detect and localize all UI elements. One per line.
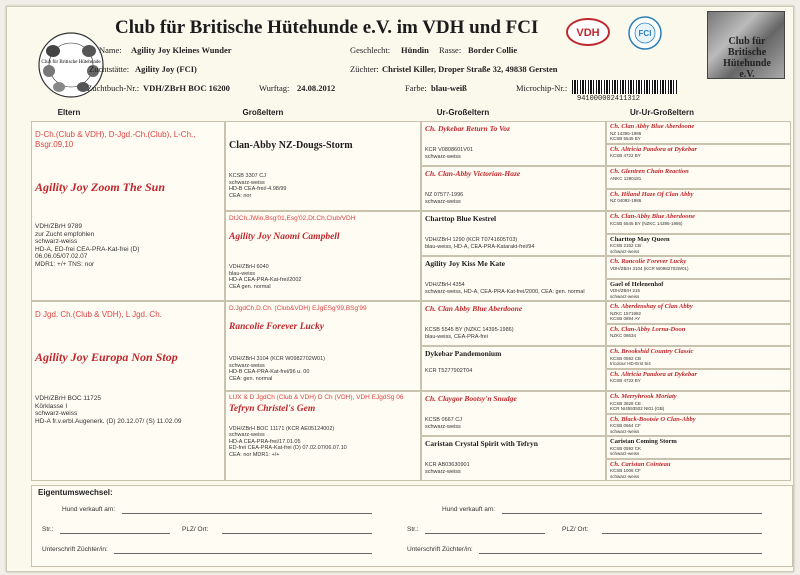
gggp-detail: KCSB 2152 CB (610, 243, 642, 248)
fci-logo-icon (627, 15, 663, 51)
ggp-name: Agility Joy Kiss Me Kate (425, 259, 505, 268)
kennel-name: Agility Joy (FCI) (135, 64, 197, 74)
grandparent-titles: DtJCh,JWin,Bsg'01,Esg'02,Dt.Ch.Club/VDH (229, 215, 356, 222)
dog-name: Agility Joy Kleines Wunder (131, 45, 232, 55)
great-grandparent-7 (421, 391, 606, 436)
svg-text:Club für Britische Hütehunde: Club für Britische Hütehunde (41, 60, 101, 65)
gggp-name: Ch. Hiland Haze Of Clan Abby (610, 190, 694, 198)
gggp-detail: schwarz-weiss (610, 248, 640, 254)
great-grandparent-5 (421, 301, 606, 346)
gggp-name: Ch. Black-Bootsie O Clan-Abby (610, 415, 696, 423)
sire-detail: MDR1: +/+ TNS: nor (35, 260, 95, 268)
whelped-date: 24.08.2012 (297, 83, 336, 93)
gggp-name: Ch. Merryhrook Moriaty (610, 393, 677, 400)
ggp-detail: blau-weiss, CEA-PRA-frei (425, 333, 488, 340)
grandparent-3 (225, 301, 421, 391)
ggg-parent-4 (606, 189, 791, 212)
ggg-parent-11 (606, 346, 791, 369)
ggp-name: Dykebar Pandemonium (425, 349, 502, 358)
grandparent-detail: schwarz-weiss (229, 432, 265, 438)
gggp-detail: schwarz-weiss (610, 428, 640, 434)
grandparent-1 (225, 121, 421, 211)
gggp-name: Ch. Caristan Cointeau (610, 460, 671, 468)
dam-name: Agility Joy Europa Non Stop (35, 350, 178, 364)
sex-label: Geschlecht: (350, 45, 391, 55)
street-label: Str.: (407, 526, 419, 533)
grandparent-detail: VDH/ZBrH 3104 (KCR W0982702W01) (229, 356, 325, 362)
studbook-label: Zuchtbuch-Nr.: (87, 83, 140, 93)
great-grandparent-2 (421, 166, 606, 211)
ggp-detail: KCSB 5545 BY (NZKC 14395-1986) (425, 327, 514, 333)
document-title: Club für Britische Hütehunde e.V. im VDH und FCI (115, 17, 539, 38)
gggp-detail: KCSB 0592 CK (610, 445, 642, 451)
pedigree-grid (31, 121, 791, 481)
gggp-detail: NZKC 1571982 (610, 310, 642, 316)
gggp-detail: ANKC 1280181 (610, 175, 642, 181)
kennel-label: Zuchtstätte: (89, 64, 130, 74)
ggp-titles: Ch. (425, 304, 437, 313)
breed-label: Rasse: (439, 45, 462, 55)
dam-detail: schwarz-weiss (35, 410, 78, 417)
microchip-barcode (572, 80, 677, 94)
col-header-great-great-grandparents: Ur-Ur-Großeltern (629, 108, 694, 117)
ggp-detail: KCR AB03630901 (425, 462, 470, 468)
ggg-parent-12 (606, 369, 791, 392)
vdh-logo-icon (565, 17, 611, 47)
gggp-detail: tricolour HD-Erst 5/4 (610, 361, 651, 366)
sire-detail: schwarz-weiss (35, 238, 78, 245)
signature-label: Unterschrift Züchter/in: (407, 546, 473, 553)
grandparent-detail: HD-B CEA-frei/-4.98/99 (229, 186, 287, 192)
ggg-parent-10 (606, 324, 791, 347)
grandparent-detail: KCSB 3307 CJ (229, 173, 266, 179)
signature-field-2[interactable] (479, 553, 762, 554)
grandparent-4 (225, 391, 421, 481)
zip-label: PLZ/ Ort: (182, 526, 209, 533)
ggp-detail: schwarz-weiss (425, 423, 461, 430)
gggp-name: Ch. Aberdenshay of Clan Abby (610, 303, 693, 310)
gggp-detail: KCSB 0592 CB (610, 355, 642, 361)
grandparent-detail: blau-weiss (229, 270, 255, 277)
ggg-parent-8 (606, 279, 791, 302)
hologram-seal: Club für Britische Hütehunde e.V. (707, 11, 785, 79)
great-grandparent-4 (421, 256, 606, 301)
great-grandparent-1 (421, 121, 606, 166)
gggp-detail: NZKC 08634 (610, 333, 637, 338)
ggg-parent-5 (606, 211, 791, 234)
studbook-number: VDH/ZBrH BOC 16200 (143, 83, 230, 93)
parent-sire (31, 121, 225, 301)
signature-field-1[interactable] (114, 553, 372, 554)
gggp-name: Ch. Altricia Pandora at Dykebar (610, 370, 697, 378)
sold-label: Hund verkauft am: (442, 506, 496, 513)
dam-detail: Körklasse I (35, 402, 68, 410)
ggp-name: Dykebar Return To Voz (437, 124, 510, 133)
grandparent-detail: ED-frei CEA-PRA-Kat-frei (D) 07.02.07/06.07.10 (229, 445, 347, 451)
ggp-detail: schwarz-weiss (425, 153, 461, 160)
microchip-label: Microchip-Nr.: (516, 83, 568, 93)
grandparent-name: Rancolie Forever Lucky (229, 322, 324, 332)
grandparent-detail: HD-B CEA-PRA-Kat-frei/96 u. 00 (229, 369, 310, 375)
ggg-parent-16 (606, 459, 791, 482)
grandparent-detail: schwarz-weiss (229, 179, 265, 186)
ownership-change-section (31, 485, 793, 567)
gggp-name: Ch. Clan Abby Blue Aberdoone (610, 123, 695, 130)
grandparent-detail: CEA: gen. normal (229, 375, 273, 382)
grandparent-titles: LUX & D JgdCh (Club & VDH) D Ch (VDH), VDH EJgdSg 06 (229, 394, 404, 401)
signature-label: Unterschrift Züchter/in: (42, 546, 108, 553)
great-grandparent-3 (421, 211, 606, 256)
ownership-title: Eigentumswechsel: (38, 488, 113, 497)
name-label: Name: (99, 45, 122, 55)
gggp-name: Ch. Altricia Pandora at Dykebar (610, 145, 697, 153)
grandparent-name: Tefryn Christel's Gem (229, 403, 316, 414)
ggp-detail: schwarz-weiss, HD-A, CEA-PRA-Kat-frei/2000, CEA: gen. normal (425, 288, 585, 295)
gggp-detail: KCSB 0664 CF (610, 423, 641, 428)
ggp-detail: KCR V0808601V01 (425, 147, 474, 153)
dam-detail: VDH/ZBrH BOC 11725 (35, 395, 101, 402)
ggp-detail: KCR T5277902T04 (425, 368, 473, 374)
grandparent-detail: VDH/ZBrH 6040 (229, 264, 269, 270)
sire-detail: 06.06.05/07.02.07 (35, 253, 88, 260)
ggg-parent-2 (606, 144, 791, 167)
sire-detail: HD-A, ED-frei CEA-PRA-Kat-frei (D) (35, 245, 140, 253)
ggp-detail: blau-weiss, HD-A, CEA-PRA-Katarakt-frei/94 (425, 243, 535, 250)
ggp-name: Clan Abby Blue Aberdoone (437, 304, 523, 313)
ggp-name: Caristan Crystal Spirit with Tefryn (425, 439, 538, 448)
gggp-detail: KCSB 5545 BY (610, 136, 641, 141)
gggp-detail: KCSB 4722 BY (610, 378, 641, 383)
dog-sex: Hündin (401, 45, 429, 55)
gggp-name: Ch. Clan-Abby Lorna-Doon (610, 325, 686, 333)
grandparent-detail: HD-A CEA-PRA-frei/17.01.05 (229, 438, 301, 445)
grandparent-detail: CEA gen. normal (229, 283, 271, 290)
ggp-detail: KCSB 0667 CJ (425, 417, 462, 423)
dam-titles: D Jgd. Ch.(Club & VDH), L Jgd. Ch. (35, 310, 162, 319)
sire-detail: zur Zucht empfohlen (35, 230, 95, 238)
whelped-label: Wurftag: (259, 83, 290, 93)
grandparent-name: Agility Joy Naomi Campbell (229, 232, 340, 242)
parent-dam (31, 301, 225, 481)
grandparent-detail: CEA: nor MDR1: +/+ (229, 451, 280, 458)
dog-breed: Border Collie (468, 45, 518, 55)
dog-color: blau-weiß (431, 83, 467, 93)
ggg-parent-13 (606, 391, 791, 414)
breeder-label: Züchter: (350, 64, 379, 74)
ggg-parent-7 (606, 256, 791, 279)
gggp-detail: VDH/ZBrH 215 (610, 288, 641, 293)
ggp-detail: NZ 07577-1996 (425, 192, 464, 198)
gggp-detail: schwarz-weiss (610, 293, 640, 299)
gggp-name: Gael of Helenenhof (610, 280, 664, 288)
ggp-titles: Ch. (425, 124, 437, 133)
gggp-name: Ch. Clan-Abby Blue Aberdoone (610, 213, 695, 220)
gggp-detail: KCSB 4722 BY (610, 153, 641, 158)
color-label: Farbe: (405, 83, 427, 93)
street-field-1[interactable] (60, 533, 170, 534)
sire-name: Agility Joy Zoom The Sun (35, 180, 166, 194)
gggp-detail: KCSB 0894 AY (610, 316, 641, 321)
gggp-detail: KCR NI4593502 NI01 (GB) (610, 406, 665, 411)
sire-titles: D-Ch.(Club & VDH), D-Jgd.-Ch.(Club), L-Ch., Bsgr.09,10 (35, 130, 196, 149)
grandparent-2 (225, 211, 421, 301)
ggg-parent-15 (606, 436, 791, 459)
dam-detail: HD-A fr.v.erbl.Augenerk. (D) 20.12.07/ (S) 11.02.09 (35, 417, 182, 425)
gggp-name: Ch. Glentren Chain Reaction (610, 168, 689, 175)
ggp-name: Clan-Abby Victorian-Haze (437, 169, 521, 178)
sold-date-field-2[interactable] (502, 513, 762, 514)
gggp-detail: NZ 14395-1986 (610, 130, 642, 136)
ggg-parent-6 (606, 234, 791, 257)
sire-detail: VDH/ZBrH 9789 (35, 223, 82, 230)
gggp-name: Charttop May Queen (610, 235, 670, 243)
grandparent-detail: HD-A CEA-PRA-Kat-frei/2002 (229, 277, 302, 283)
ggp-name: Charttop Blue Kestrel (425, 214, 497, 223)
great-grandparent-6 (421, 346, 606, 391)
sold-date-field-1[interactable] (122, 513, 372, 514)
col-header-grandparents: Großeltern (242, 108, 284, 117)
street-field-2[interactable] (425, 533, 545, 534)
sold-label: Hund verkauft am: (62, 506, 116, 513)
ggg-parent-9 (606, 301, 791, 324)
gggp-detail: schwarz-weiss (610, 451, 640, 456)
zip-field-2[interactable] (602, 533, 762, 534)
gggp-detail: schwarz-weiss (610, 473, 640, 479)
microchip-number: 941000002411312 (577, 95, 641, 103)
svg-text:FCI: FCI (638, 29, 652, 38)
grandparent-detail: CEA: nor (229, 192, 252, 199)
ggg-parent-3 (606, 166, 791, 189)
ggg-parent-14 (606, 414, 791, 437)
breeder: Christel Killer, Droper Straße 32, 49838 Gersten (382, 64, 558, 74)
zip-field-1[interactable] (222, 533, 372, 534)
great-grandparent-8 (421, 436, 606, 481)
ggp-detail: VDH/ZBrH 1290 (KCR T0741605T03) (425, 237, 518, 243)
svg-text:VDH: VDH (576, 27, 600, 39)
ggp-titles: Ch. (425, 394, 437, 403)
ggg-parent-1 (606, 121, 791, 144)
gggp-detail: KCSB 3828 CE (610, 400, 642, 406)
ggp-detail: VDH/ZBrH 4354 (425, 282, 465, 288)
ggp-detail: schwarz-weiss (425, 198, 461, 205)
gggp-name: Ch. Brookshid Country Classic (610, 348, 694, 355)
pedigree-document (6, 6, 794, 572)
gggp-detail: VDH/ZBrH 3104 (KCR W0982702W01) (610, 265, 689, 271)
col-header-parents: Eltern (57, 108, 81, 117)
grandparent-detail: VDH/ZBrH BOC 11171 (KCR AE05124002) (229, 425, 335, 432)
gggp-detail: NZ 04092-1986 (610, 198, 642, 203)
ggp-detail: schwarz-weiss (425, 468, 461, 475)
ggp-name: Claygor Bootsy'n Snudge (437, 394, 517, 403)
street-label: Str.: (42, 526, 54, 533)
gggp-name: Caristan Coming Storm (610, 438, 677, 445)
ggp-titles: Ch. (425, 169, 437, 178)
zip-label: PLZ/ Ort: (562, 526, 589, 533)
grandparent-titles: D.JgdCh,D.Ch. (Club&VDH) EJgESg'99,BSg'99 (229, 305, 367, 312)
gggp-detail: KCSB 5545 BY (NZKC 14395-1986) (610, 220, 683, 226)
col-header-great-grandparents: Ur-Großeltern (436, 108, 490, 117)
grandparent-detail: schwarz-weiss (229, 362, 265, 369)
gggp-name: Ch. Rancolie Forever Lucky (610, 258, 687, 265)
grandparent-name: Clan-Abby NZ-Dougs-Storm (229, 140, 353, 151)
gggp-detail: KCSB 1006 CF (610, 468, 641, 473)
